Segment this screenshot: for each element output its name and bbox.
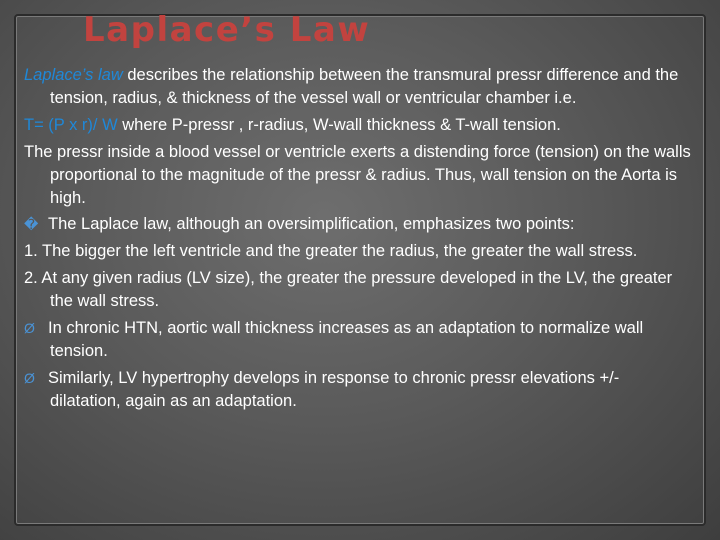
intro-text: describes the relationship between the transmural pressr difference and the tension, radius, & thickness of the vessel wall or ventricular chamber i.e. <box>50 66 679 107</box>
box-bullet-text: The Laplace law, although an oversimplification, emphasizes two points: <box>48 215 575 234</box>
slide-body <box>24 64 692 416</box>
arrow-bullet-text: Similarly, LV hypertrophy develops in response to chronic pressr elevations +/- dilatation, again as an adaptation. <box>48 368 620 410</box>
pressure-paragraph: The pressr inside a blood vessel or ventricle exerts a distending force (tension) on the walls proportional to the magnitude of the pressr & radius. Thus, wall tension on the Aorta is high. <box>24 142 691 207</box>
point-item: 1. The bigger the left ventricle and the greater the radius, the greater the wall stress. <box>24 242 638 261</box>
box-bullet-icon: � <box>24 216 39 233</box>
formula-expression: T= (P x r)/ W <box>24 115 118 134</box>
formula-paragraph <box>24 114 692 137</box>
laplace-law-term: Laplace’s law <box>24 66 123 84</box>
intro-paragraph <box>24 64 692 110</box>
arrow-bullet-icon: Ø <box>24 369 35 386</box>
arrow-bullet-item <box>24 317 692 363</box>
arrow-bullet-item <box>24 367 692 413</box>
box-bullet-item <box>24 213 692 236</box>
arrow-bullet-icon: Ø <box>24 319 35 336</box>
point-item: 2. At any given radius (LV size), the greater the pressure developed in the LV, the greater the wall stress. <box>24 268 673 310</box>
formula-text: where P-pressr , r-radius, W-wall thickness & T-wall tension. <box>117 115 561 134</box>
arrow-bullet-text: In chronic HTN, aortic wall thickness increases as an adaptation to normalize wall tension. <box>48 318 644 360</box>
slide-title: Laplace’s Law <box>83 10 371 50</box>
